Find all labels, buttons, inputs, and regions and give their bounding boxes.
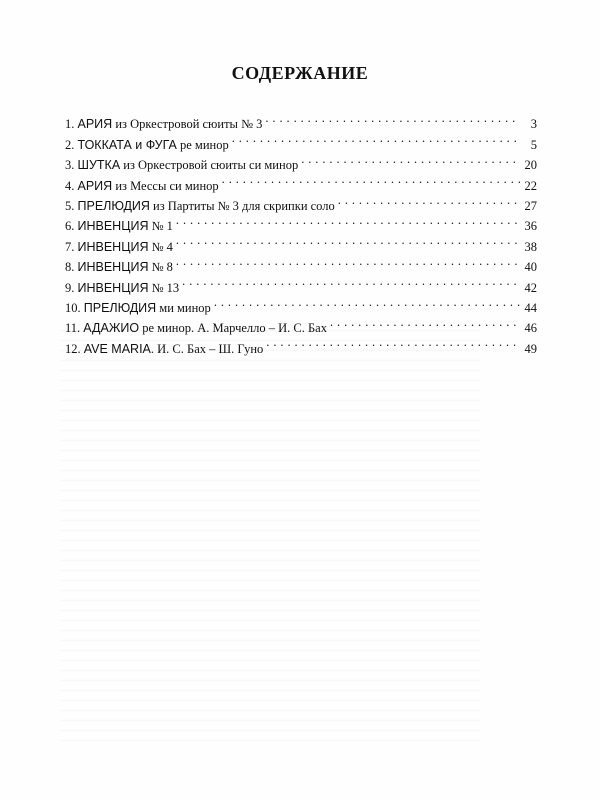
toc-entry-text xyxy=(65,135,229,155)
toc-entry-number: 10. xyxy=(65,300,84,315)
toc-entry-detail: № 13 xyxy=(148,280,180,295)
dot-leader xyxy=(266,332,520,352)
toc-entry-work-title: ИНВЕНЦИЯ xyxy=(77,280,149,295)
page-title: СОДЕРЖАНИЕ xyxy=(231,63,369,83)
toc-entry xyxy=(65,108,537,132)
dot-leader xyxy=(182,271,520,291)
dot-leader xyxy=(232,128,520,148)
toc-entry-text xyxy=(65,216,173,236)
toc-entry-work-title: ИНВЕНЦИЯ xyxy=(77,260,149,275)
toc-entry-page-number: 42 xyxy=(524,280,537,295)
toc-entry-detail: ре минор. А. Марчелло – И. С. Бах xyxy=(139,321,327,336)
toc-entry-work-title: ИНВЕНЦИЯ xyxy=(77,239,149,254)
toc-entry-number: 5. xyxy=(65,198,78,213)
table-of-contents xyxy=(65,108,537,356)
toc-entry-work-title: ПРЕЛЮДИЯ xyxy=(77,198,150,213)
dot-leader xyxy=(301,149,520,169)
toc-entry-work-title: ИНВЕНЦИЯ xyxy=(77,219,149,234)
toc-entry-work-title: ТОККАТА и ФУГА xyxy=(77,137,177,152)
toc-entry-work-title: АРИЯ xyxy=(77,178,113,193)
toc-entry-number: 12. xyxy=(65,341,84,356)
toc-entry-text xyxy=(65,298,211,318)
toc-entry-text xyxy=(65,176,219,196)
toc-entry-detail: из Оркестровой сюиты си минор xyxy=(120,158,299,173)
toc-entry-page-number: 38 xyxy=(524,239,537,254)
toc-entry-number: 7. xyxy=(65,239,78,254)
toc-entry-work-title: АДАЖИО xyxy=(83,321,140,336)
toc-entry-number: 4. xyxy=(65,178,78,193)
dot-leader xyxy=(176,230,520,250)
toc-entry-work-title: ПРЕЛЮДИЯ xyxy=(83,300,157,315)
toc-entry-page-number: 46 xyxy=(524,321,537,336)
bleed-through-texture xyxy=(60,330,480,750)
toc-entry-work-title: AVE MARIA xyxy=(83,341,151,356)
toc-entry-detail: № 1 xyxy=(148,219,173,234)
toc-entry-text xyxy=(65,339,263,359)
dot-leader xyxy=(265,108,520,128)
toc-entry-detail: из Партиты № 3 для скрипки соло xyxy=(149,198,335,213)
toc-entry-text xyxy=(65,278,179,298)
toc-entry-page-number: 49 xyxy=(524,341,537,356)
toc-entry-number: 11. xyxy=(65,321,84,336)
toc-entry-page-number: 44 xyxy=(524,300,537,315)
toc-entry-detail: № 4 xyxy=(148,239,173,254)
toc-entry-number: 8. xyxy=(65,260,78,275)
toc-entry-number: 3. xyxy=(65,158,78,173)
toc-entry-detail: ре минор xyxy=(176,137,229,152)
toc-entry-page-number: 22 xyxy=(524,178,537,193)
toc-entry-page-number: 3 xyxy=(530,117,537,132)
toc-entry-detail: из Оркестровой сюиты № 3 xyxy=(112,117,263,132)
toc-entry-text xyxy=(65,237,173,257)
dot-leader xyxy=(330,312,520,332)
toc-entry-detail: . И. С. Бах – Ш. Гуно xyxy=(150,341,264,356)
dot-leader xyxy=(222,169,520,189)
toc-entry-work-title: ШУТКА xyxy=(77,158,121,173)
toc-entry-number: 9. xyxy=(65,280,78,295)
dot-leader xyxy=(338,190,520,210)
toc-entry-page-number: 40 xyxy=(524,260,537,275)
dot-leader xyxy=(214,292,520,312)
toc-entry-number: 2. xyxy=(65,137,78,152)
dot-leader xyxy=(176,251,520,271)
toc-entry-page-number: 5 xyxy=(530,137,537,152)
toc-entry-page-number: 20 xyxy=(524,158,537,173)
toc-entry-detail: из Мессы си минор xyxy=(112,178,219,193)
dot-leader xyxy=(176,210,520,230)
toc-entry-page-number: 36 xyxy=(524,219,537,234)
toc-entry-text xyxy=(65,257,173,277)
toc-entry-number: 1. xyxy=(65,117,78,132)
toc-entry-detail: ми минор xyxy=(156,300,211,315)
toc-entry-number: 6. xyxy=(65,219,78,234)
toc-entry-detail: № 8 xyxy=(148,260,173,275)
toc-entry-work-title: АРИЯ xyxy=(77,117,113,132)
toc-entry-page-number: 27 xyxy=(524,198,537,213)
